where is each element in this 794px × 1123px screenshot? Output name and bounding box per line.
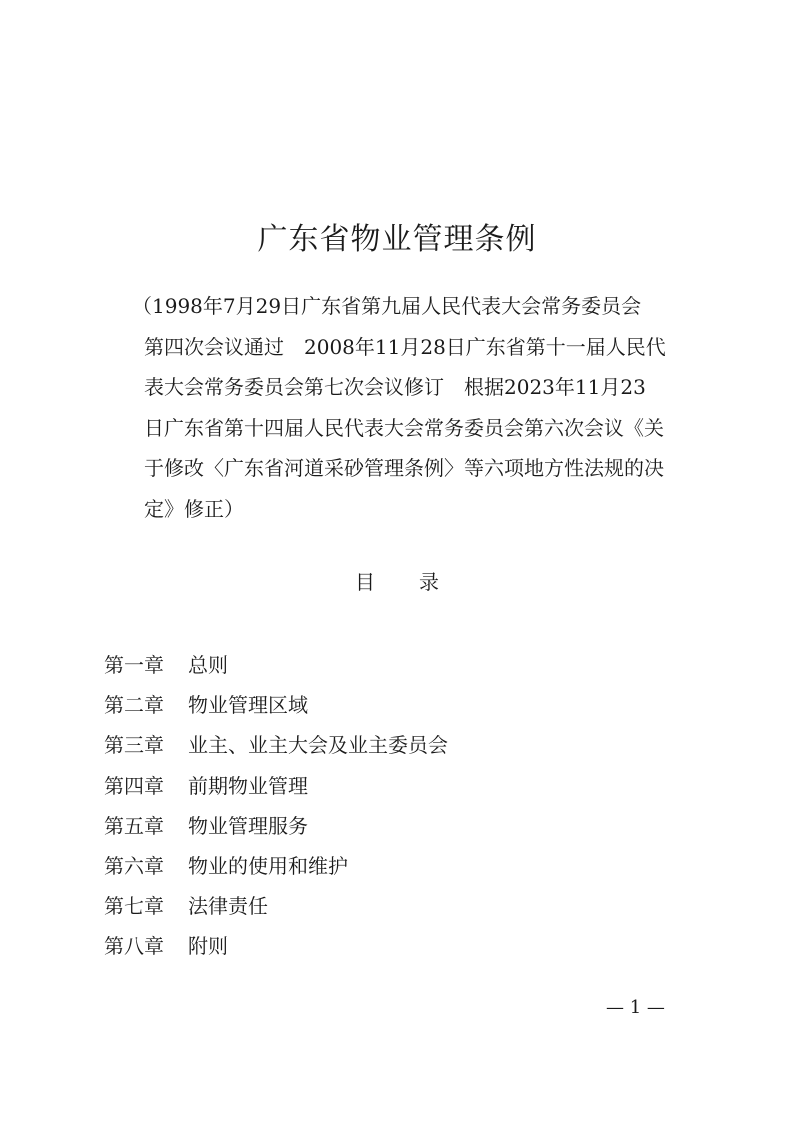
chapter-title: 前期物业管理 [188, 773, 308, 798]
toc-item-chapter-8 [104, 926, 448, 966]
chapter-number: 第五章 [104, 813, 164, 838]
preamble-line: （1998年7月29日广东省第九届人民代表大会常务委员会 [132, 294, 642, 318]
chapter-title: 物业管理服务 [188, 813, 308, 838]
preamble-line: 日广东省第十四届人民代表大会常务委员会第六次会议《关 [144, 415, 664, 440]
chapter-number: 第四章 [104, 773, 164, 798]
document-title: 广东省物业管理条例 [257, 222, 537, 257]
chapter-number: 第七章 [104, 894, 164, 919]
chapter-title: 物业管理区域 [188, 693, 308, 718]
toc-item-chapter-5 [104, 806, 448, 846]
chapter-number: 第六章 [104, 853, 164, 878]
toc-item-chapter-7 [104, 886, 448, 926]
toc-heading-char: 录 [419, 570, 439, 594]
preamble [132, 286, 694, 529]
toc-item-chapter-2 [104, 685, 448, 725]
chapter-number: 第三章 [104, 733, 164, 758]
chapter-number: 第二章 [104, 693, 164, 718]
preamble-line: 定》修正） [144, 496, 244, 521]
toc-item-chapter-3 [104, 725, 448, 765]
preamble-line: 表大会常务委员会第七次会议修订 根据2023年11月23 [144, 375, 646, 399]
chapter-title: 法律责任 [188, 894, 268, 919]
toc-item-chapter-1 [104, 645, 448, 685]
toc-heading [0, 566, 794, 598]
chapter-number: 第一章 [104, 653, 164, 677]
chapter-title: 业主、业主大会及业主委员会 [188, 733, 448, 758]
chapter-title: 总则 [188, 653, 228, 677]
chapter-number: 第八章 [104, 934, 164, 959]
chapter-title: 物业的使用和维护 [188, 853, 348, 878]
chapter-title: 附则 [188, 934, 228, 959]
preamble-line: 第四次会议通过 2008年11月28日广东省第十一届人民代 [144, 334, 666, 359]
toc-item-chapter-4 [104, 766, 448, 806]
preamble-line: 于修改〈广东省河道采砂管理条例〉等六项地方性法规的决 [144, 456, 664, 480]
toc-item-chapter-6 [104, 846, 448, 886]
toc-heading-char: 目 [355, 570, 375, 594]
page-number: — 1 — [606, 997, 665, 1018]
table-of-contents [104, 645, 448, 967]
